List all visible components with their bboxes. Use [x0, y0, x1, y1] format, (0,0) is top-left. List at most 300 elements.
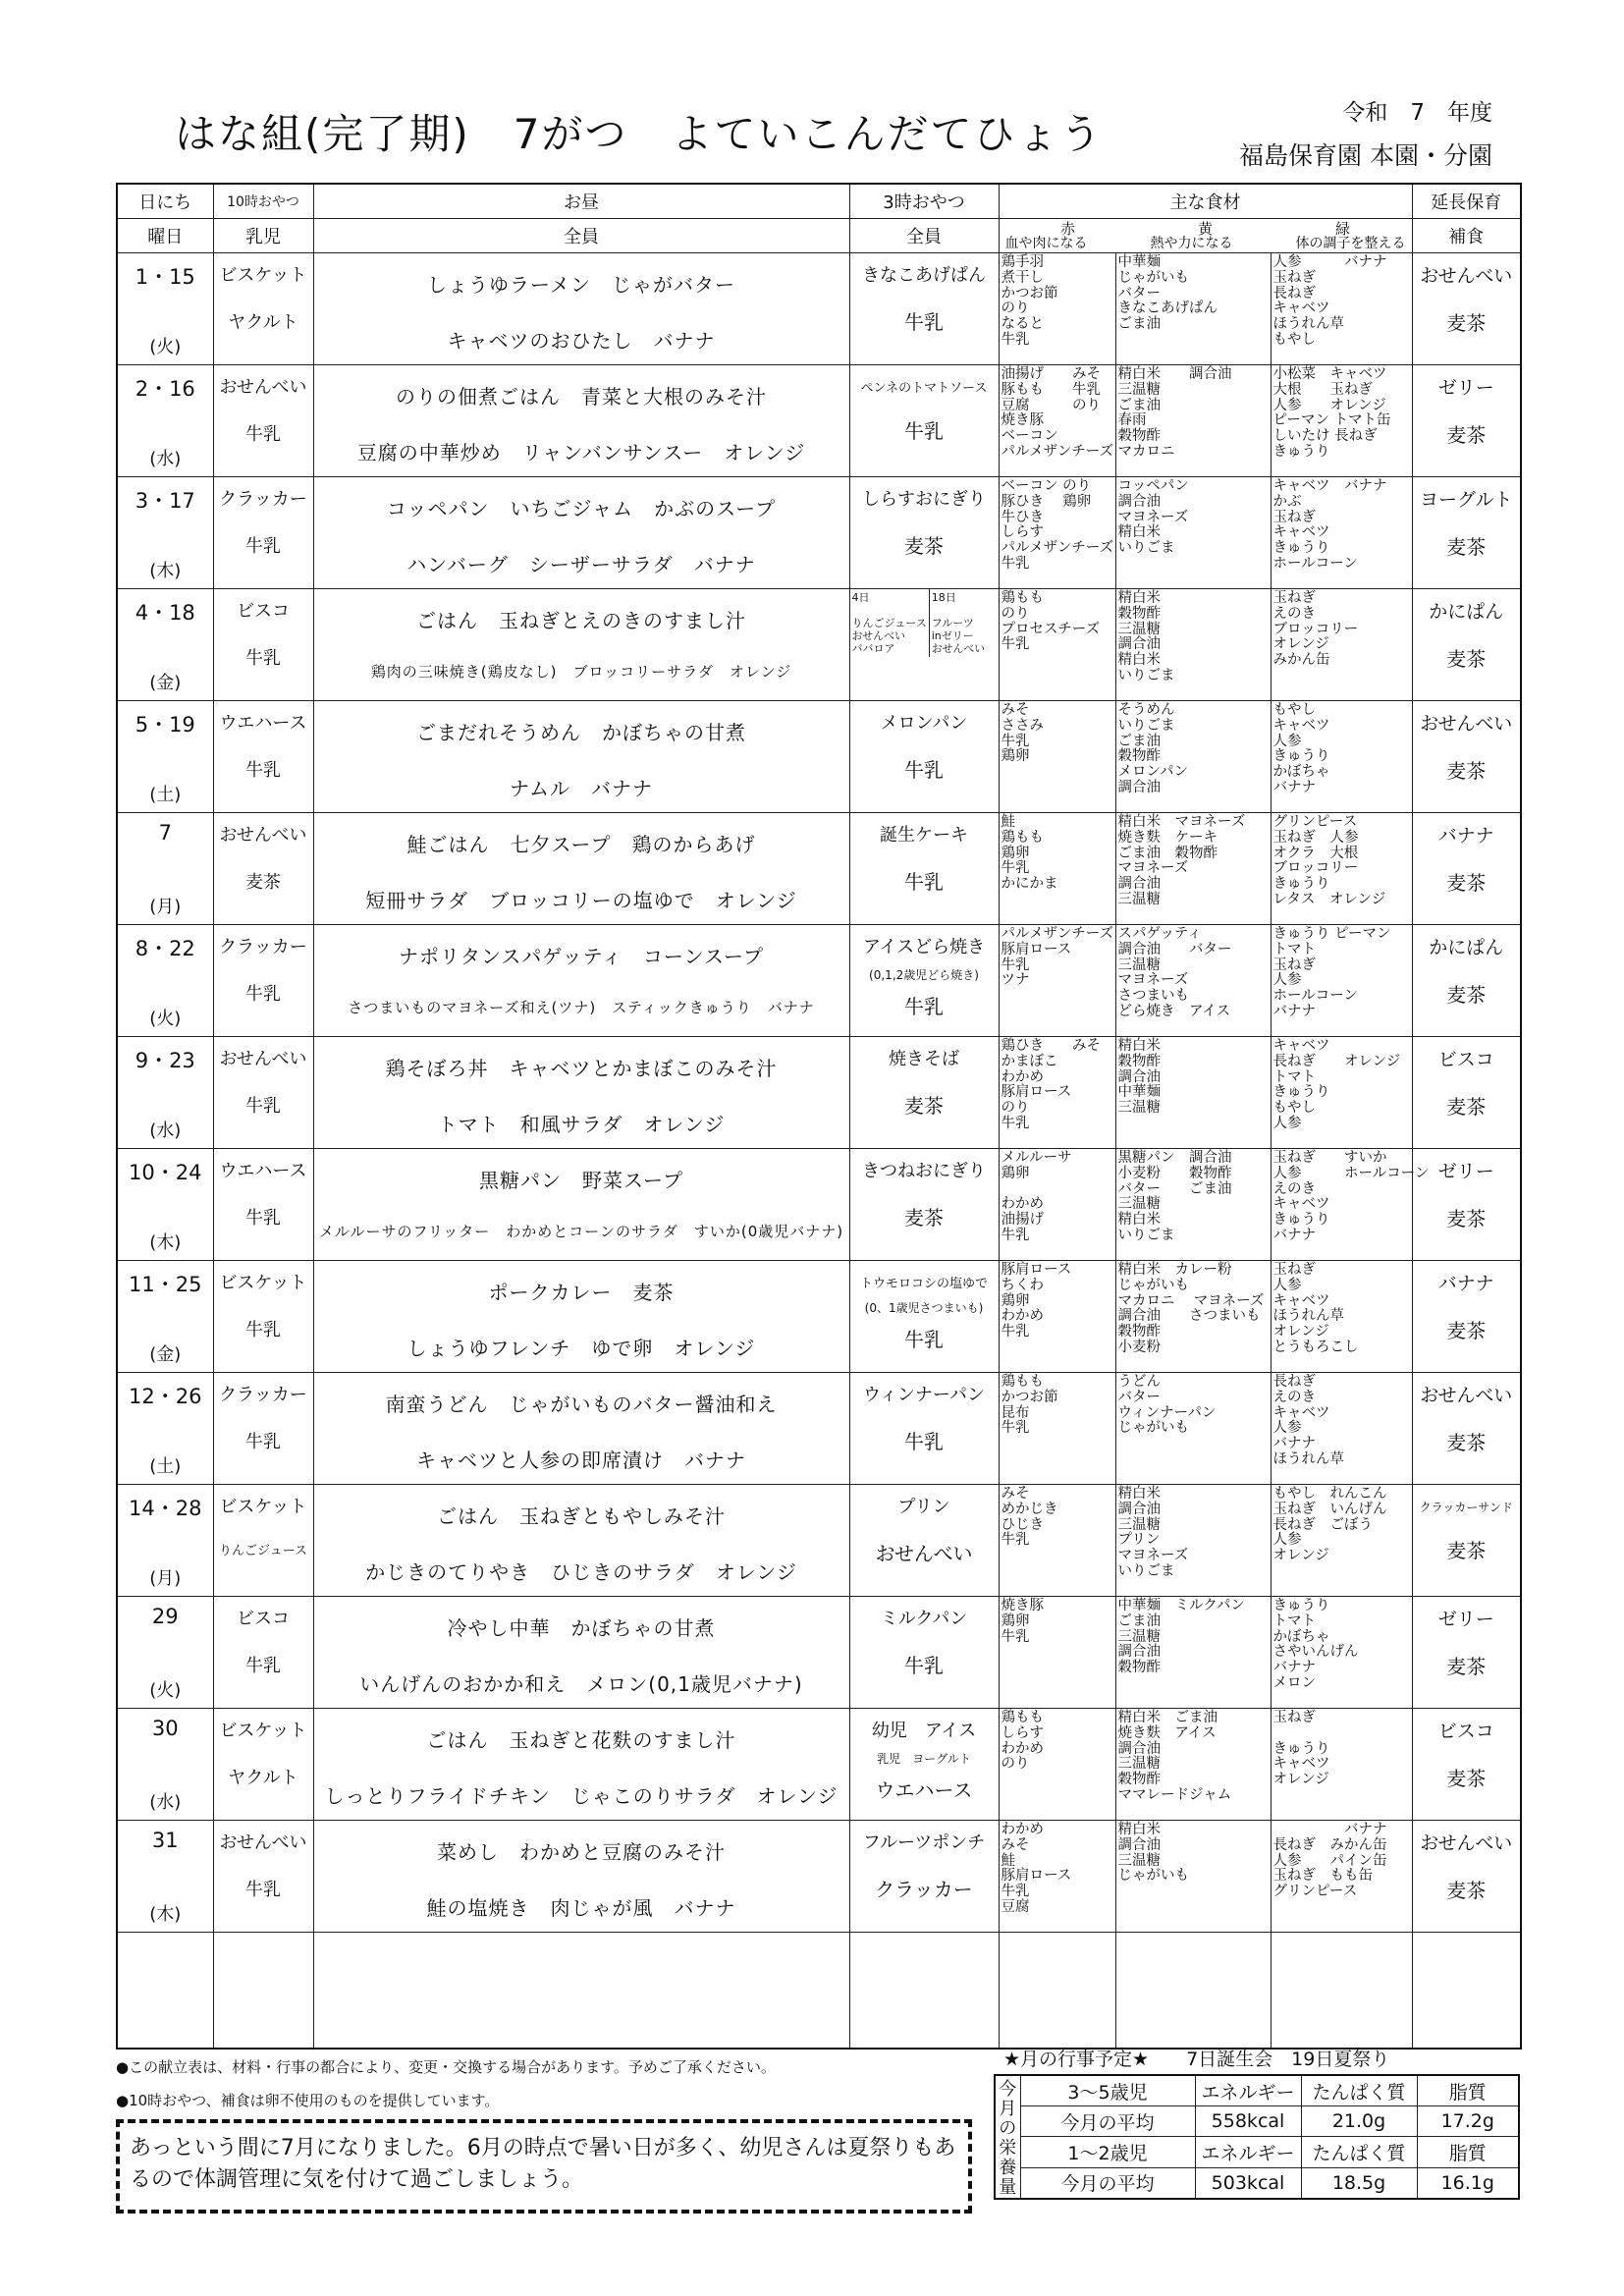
lunch-line-1: ごはん 玉ねぎと花麩のすまし汁	[426, 1728, 736, 1752]
green-ingredients	[1271, 1149, 1430, 1261]
pm-snack-drink: 牛乳	[904, 1430, 944, 1453]
extended-care-cell	[1412, 1261, 1521, 1373]
date: 31	[151, 1829, 179, 1852]
yellow-list: コッペパン 調合油 マヨネーズ 精白米 いりごま	[1117, 478, 1189, 557]
lunch-line-1: 冷やし中華 かぼちゃの甘煮	[447, 1616, 716, 1640]
green-ingredients	[1271, 365, 1412, 477]
snack-split-b: 18日 フルーツ inゼリー おせんべい	[929, 589, 999, 657]
yellow-list: スパゲッティ 調合油 バター 三温糖 マヨネーズ さつまいも どら焼き アイス	[1117, 926, 1232, 1019]
date: 1・15	[135, 265, 195, 289]
lunch-line-1: 南蛮うどん じゃがいものバター醤油和え	[385, 1393, 778, 1416]
lunch-cell	[313, 701, 849, 813]
supplement-item: かにぱん	[1429, 937, 1504, 958]
pm-snack-item: ウィンナーパン	[862, 1385, 986, 1405]
green-ingredients	[1271, 477, 1412, 589]
header-weekday: 曜日	[117, 219, 213, 253]
supplement-drink: 麦茶	[1446, 1431, 1487, 1454]
protein-header: たんぱく質	[1301, 2075, 1417, 2106]
weekday: (水)	[149, 449, 182, 469]
header-row-top	[117, 184, 1521, 219]
fiscal-year: 令和 7 年度	[1342, 100, 1492, 126]
pm-snack-cell	[849, 253, 999, 365]
energy-value: 503kcal	[1195, 2167, 1301, 2199]
yellow-list: 精白米 カレー粉 じゃがいも マカロニ マヨネーズ 調合油 さつまいも 穀物酢 小麦粉	[1117, 1262, 1265, 1355]
am-snack-drink: 牛乳	[245, 1096, 281, 1117]
supplement-drink: 麦茶	[1446, 1319, 1487, 1342]
red-list: 鶏手羽 煮干し かつお節 のり なると 牛乳	[1001, 254, 1058, 348]
date-cell	[117, 253, 213, 365]
red-ingredients	[999, 1373, 1115, 1485]
yellow-list: 精白米 ごま油 焼き麩 アイス 調合油 三温糖 穀物酢 ママレードジャム	[1117, 1710, 1232, 1803]
page-title: はな組(完了期) 7がつ よていこんだてひょう	[175, 110, 1104, 158]
date-cell	[117, 1261, 213, 1373]
am-snack-item: ビスケット	[219, 1721, 307, 1741]
am-snack-item: ビスケット	[219, 1497, 307, 1517]
am-snack-item: おせんべい	[219, 377, 307, 398]
yellow-ingredients	[1115, 1709, 1271, 1821]
am-snack-cell	[213, 925, 313, 1037]
note-egg-free: ●10時おやつ、補食は卵不使用のものを提供しています。	[116, 2092, 500, 2109]
am-snack-cell	[213, 1037, 313, 1149]
yellow-ingredients	[1115, 813, 1271, 925]
menu-day-row	[117, 1149, 1521, 1261]
yellow-list: 精白米 穀物酢 三温糖 調合油 精白米 いりごま	[1117, 590, 1175, 683]
extended-care-cell	[1412, 477, 1521, 589]
supplement-drink: 麦茶	[1446, 759, 1487, 783]
date-cell	[117, 589, 213, 701]
date: 14・28	[129, 1497, 202, 1520]
header-snack-all: 全員	[849, 219, 999, 253]
am-snack-drink: 牛乳	[245, 424, 281, 445]
lunch-line-1: 黒糖パン 野菜スープ	[479, 1169, 683, 1192]
red-list: みそ めかじき ひじき 牛乳	[1001, 1486, 1058, 1549]
lunch-line-1: しょうゆラーメン じゃがバター	[427, 273, 735, 297]
supplement-drink: 麦茶	[1446, 423, 1487, 447]
supplement-drink: 麦茶	[1446, 1095, 1487, 1119]
supplement-item: おせんべい	[1420, 1832, 1513, 1854]
pm-snack-item: 焼きそば	[889, 1049, 959, 1069]
pm-snack-item: メロンパン	[880, 713, 968, 734]
green-ingredients	[1271, 925, 1412, 1037]
am-snack-drink: 牛乳	[245, 1656, 281, 1676]
fat-header: 脂質	[1417, 2137, 1519, 2167]
pm-snack-cell	[849, 589, 999, 701]
yellow-list: 中華麺 じゃがいも バター きなこあげぱん ごま油	[1117, 254, 1218, 333]
yellow-list: 精白米 調合油 三温糖 ごま油 春雨 穀物酢 マカロニ	[1117, 366, 1232, 460]
menu-day-row	[117, 1485, 1521, 1597]
yellow-ingredients	[1115, 1821, 1271, 1933]
date-cell	[117, 1149, 213, 1261]
pm-snack-drink: 牛乳	[904, 419, 944, 443]
date-cell	[117, 1709, 213, 1821]
green-ingredients	[1271, 701, 1412, 813]
lunch-line-2: 鮭の塩焼き 肉じゃが風 バナナ	[426, 1896, 736, 1920]
am-snack-item: ビスコ	[237, 1609, 290, 1629]
date-cell	[117, 925, 213, 1037]
lunch-line-2: 鶏肉の三味焼き(鶏皮なし) ブロッコリーサラダ オレンジ	[370, 663, 792, 681]
am-snack-cell	[213, 1485, 313, 1597]
am-snack-item: おせんべい	[219, 1832, 307, 1853]
yellow-ingredients	[1115, 1485, 1271, 1597]
am-snack-item: クラッカー	[219, 489, 307, 510]
extended-care-cell	[1412, 365, 1521, 477]
green-ingredients	[1271, 1821, 1412, 1933]
red-list: 豚肩ロース ちくわ 鶏卵 わかめ 牛乳	[1001, 1262, 1072, 1340]
am-snack-cell	[213, 1373, 313, 1485]
weekday: (土)	[149, 1456, 182, 1477]
supplement-drink: 麦茶	[1446, 647, 1487, 671]
red-list: 鮭 鶏もも 鶏卵 牛乳 かにかま	[1001, 814, 1058, 893]
group-yellow: 黄	[1197, 219, 1213, 238]
green-ingredients	[1271, 1373, 1412, 1485]
supplement-drink: 麦茶	[1446, 1539, 1487, 1562]
pm-snack-drink: 牛乳	[904, 758, 944, 782]
green-list: 人参 バナナ 玉ねぎ 長ねぎ キャベツ ほうれん草 もやし	[1272, 254, 1387, 348]
green-list: 玉ねぎ きゅうり キャベツ オレンジ	[1272, 1710, 1330, 1788]
header-food-groups	[999, 219, 1412, 253]
green-list: きゅうり ピーマン トマト 玉ねぎ 人参 ホールコーン バナナ	[1272, 926, 1391, 1019]
supplement-item: ゼリー	[1437, 1161, 1494, 1182]
supplement-item: ヨーグルト	[1420, 489, 1513, 511]
nutrition-label: 今月の栄養量	[995, 2075, 1020, 2199]
lunch-line-1: ごはん 玉ねぎともやしみそ汁	[437, 1504, 726, 1528]
pm-snack-item: しらすおにぎり	[862, 489, 986, 510]
extended-care-cell	[1412, 1821, 1521, 1933]
red-ingredients	[999, 1261, 1115, 1373]
yellow-list: 精白米 調合油 三温糖 プリン マヨネーズ いりごま	[1117, 1486, 1189, 1579]
monthly-average-label: 今月の平均	[1020, 2167, 1195, 2199]
lunch-line-1: コッペパン いちごジャム かぶのスープ	[386, 497, 777, 520]
red-ingredients	[999, 813, 1115, 925]
lunch-line-2: 豆腐の中華炒め リャンバンサンスー オレンジ	[356, 441, 806, 465]
weekday: (月)	[149, 1568, 182, 1589]
supplement-item: クラッカーサンド	[1419, 1501, 1513, 1514]
fat-value: 17.2g	[1417, 2106, 1519, 2137]
weekday: (木)	[149, 1232, 182, 1253]
supplement-drink: 麦茶	[1446, 1207, 1487, 1230]
lunch-cell	[313, 365, 849, 477]
pm-snack-item: ミルクパン	[880, 1609, 968, 1629]
weekday: (月)	[149, 897, 182, 917]
lunch-line-2: しょうゆフレンチ ゆで卵 オレンジ	[406, 1337, 756, 1360]
lunch-line-2: メルルーサのフリッター わかめとコーンのサラダ すいか(0歳児バナナ)	[318, 1223, 844, 1240]
menu-day-row	[117, 477, 1521, 589]
red-list: 焼き豚 鶏卵 牛乳	[1001, 1598, 1044, 1645]
red-ingredients	[999, 477, 1115, 589]
am-snack-item: おせんべい	[219, 825, 307, 846]
monthly-events: ★月の行事予定★ 7日誕生会 19日夏祭り	[1003, 2049, 1390, 2070]
lunch-cell	[313, 1037, 849, 1149]
supplement-item: おせんべい	[1420, 713, 1513, 735]
am-snack-drink: 牛乳	[245, 536, 281, 557]
extended-care-cell	[1412, 1037, 1521, 1149]
fat-value: 16.1g	[1417, 2167, 1519, 2199]
lunch-line-1: ナポリタンスパゲッティ コーンスープ	[399, 945, 764, 968]
lunch-line-2: さつまいものマヨネーズ和え(ツナ) スティックきゅうり バナナ	[348, 999, 815, 1016]
lunch-line-2: しっとりフライドチキン じゃこのりサラダ オレンジ	[324, 1784, 839, 1808]
green-list: 玉ねぎ 人参 キャベツ ほうれん草 オレンジ とうもろこし	[1272, 1262, 1359, 1355]
weekday: (木)	[149, 561, 182, 581]
group-green: 緑	[1334, 219, 1350, 238]
lunch-cell	[313, 1597, 849, 1709]
yellow-list: 精白米 マヨネーズ 焼き麩 ケーキ ごま油 穀物酢 マヨネーズ 調合油 三温糖	[1117, 814, 1246, 907]
date: 11・25	[129, 1273, 202, 1296]
header-supplement: 補食	[1412, 219, 1521, 253]
lunch-line-2: キャベツのおひたし バナナ	[447, 329, 716, 353]
green-list: もやし れんこん 玉ねぎ いんげん 長ねぎ ごぼう 人参 オレンジ	[1272, 1486, 1387, 1564]
yellow-ingredients	[1115, 1597, 1271, 1709]
pm-snack-cell	[849, 477, 999, 589]
am-snack-cell	[213, 477, 313, 589]
menu-day-row	[117, 1597, 1521, 1709]
red-list: 鶏ひき みそ かまぼこ わかめ 豚肩ロース のり 牛乳	[1001, 1038, 1101, 1131]
yellow-ingredients	[1115, 1261, 1271, 1373]
yellow-ingredients	[1115, 925, 1271, 1037]
menu-day-row	[117, 1261, 1521, 1373]
pm-snack-drink: 麦茶	[904, 534, 944, 558]
supplement-drink: 麦茶	[1446, 1655, 1487, 1678]
lunch-line-2: かじきのてりやき ひじきのサラダ オレンジ	[365, 1560, 797, 1584]
extended-care-cell	[1412, 813, 1521, 925]
header-am-snack: 10時おやつ	[213, 184, 313, 219]
date: 12・26	[129, 1385, 202, 1408]
menu-day-row	[117, 1821, 1521, 1933]
lunch-cell	[313, 1149, 849, 1261]
weekday: (火)	[149, 337, 182, 357]
energy-header: エネルギー	[1195, 2137, 1301, 2167]
supplement-drink: 麦茶	[1446, 1767, 1487, 1790]
weekday: (水)	[149, 1792, 182, 1813]
protein-header: たんぱく質	[1301, 2137, 1417, 2167]
pm-snack-drink: 麦茶	[904, 1206, 944, 1230]
red-ingredients	[999, 1821, 1115, 1933]
am-snack-item: クラッカー	[219, 1385, 307, 1405]
am-snack-drink: ヤクルト	[228, 312, 298, 333]
yellow-list: うどん バター ウィンナーパン じゃがいも	[1117, 1374, 1217, 1437]
lunch-cell	[313, 1261, 849, 1373]
green-ingredients	[1271, 1037, 1412, 1149]
am-snack-cell	[213, 1149, 313, 1261]
am-snack-cell	[213, 1261, 313, 1373]
lunch-cell	[313, 1373, 849, 1485]
yellow-ingredients	[1115, 477, 1271, 589]
menu-day-row	[117, 701, 1521, 813]
message-box	[116, 2119, 972, 2214]
pm-snack-cell	[849, 813, 999, 925]
nursery-name: 福島保育園 本園・分園	[1239, 141, 1492, 170]
yellow-list: そうめん いりごま ごま油 穀物酢 メロンパン 調合油	[1117, 702, 1188, 795]
pm-snack-item: ペンネのトマトソース	[860, 381, 988, 396]
green-list: きゅうり トマト かぼちゃ さやいんげん バナナ メロン	[1272, 1598, 1359, 1691]
lunch-line-1: ごまだれそうめん かぼちゃの甘煮	[416, 721, 746, 744]
pm-snack-drink: 牛乳	[904, 310, 944, 334]
am-snack-drink: ヤクルト	[228, 1768, 298, 1788]
menu-day-row	[117, 589, 1521, 701]
red-ingredients	[999, 1149, 1115, 1261]
message-text: あっという間に7月になりました。6月の時点で暑い日が多く、幼児さんは夏祭りもあるので体調管理に気を付けて過ごしましょう。	[130, 2136, 956, 2192]
nutrition-table	[994, 2074, 1520, 2200]
red-list: 油揚げ みそ 豚もも 牛乳 豆腐 のり 焼き豚 ベーコン パルメザンチーズ	[1001, 366, 1114, 460]
snack-split-a: 4日 りんごジュース おせんべい ババロア	[851, 591, 927, 655]
header-ingredients: 主な食材	[999, 184, 1412, 219]
am-snack-drink: 牛乳	[245, 648, 281, 669]
extended-care-cell	[1412, 1597, 1521, 1709]
pm-snack-cell	[849, 1037, 999, 1149]
menu-day-row	[117, 813, 1521, 925]
yellow-ingredients	[1115, 701, 1271, 813]
pm-snack-cell	[849, 1821, 999, 1933]
supplement-drink: 麦茶	[1446, 1879, 1487, 1902]
am-snack-cell	[213, 1597, 313, 1709]
header-extended: 延長保育	[1412, 184, 1521, 219]
supplement-item: ビスコ	[1437, 1049, 1494, 1070]
supplement-item: バナナ	[1437, 1273, 1494, 1294]
supplement-drink: 麦茶	[1446, 535, 1487, 559]
yellow-ingredients	[1115, 365, 1271, 477]
group-red-sub: 血や肉になる	[1004, 235, 1088, 251]
green-ingredients	[1271, 1709, 1412, 1821]
date: 30	[151, 1717, 179, 1740]
extended-care-cell	[1412, 701, 1521, 813]
header-pm-snack: 3時おやつ	[849, 184, 999, 219]
menu-day-row	[117, 365, 1521, 477]
red-ingredients	[999, 1037, 1115, 1149]
group-red: 赤	[1059, 219, 1075, 238]
green-list: 玉ねぎ すいか 人参 ホールコーン えのき キャベツ きゅうり バナナ	[1272, 1150, 1430, 1243]
lunch-line-1: 鶏そぼろ丼 キャベツとかまぼこのみそ汁	[385, 1057, 778, 1080]
weekday: (木)	[149, 1904, 182, 1925]
am-snack-item: おせんべい	[219, 1049, 307, 1069]
menu-day-row	[117, 1037, 1521, 1149]
red-ingredients	[999, 1709, 1115, 1821]
extended-care-cell	[1412, 925, 1521, 1037]
supplement-item: おせんべい	[1420, 265, 1513, 287]
age-group-3-5: 3〜5歳児	[1020, 2075, 1195, 2106]
lunch-line-1: ごはん 玉ねぎとえのきのすまし汁	[416, 609, 746, 632]
red-list: 鶏もも かつお節 昆布 牛乳	[1001, 1374, 1058, 1437]
yellow-ingredients	[1115, 253, 1271, 365]
lunch-cell	[313, 1485, 849, 1597]
pm-snack-cell	[849, 1373, 999, 1485]
yellow-list: 精白米 調合油 三温糖 じゃがいも	[1117, 1822, 1189, 1885]
menu-day-row	[117, 1709, 1521, 1821]
header-row-bottom	[117, 219, 1521, 253]
red-ingredients	[999, 365, 1115, 477]
pm-snack-drink: 牛乳	[904, 1328, 944, 1351]
supplement-drink: 麦茶	[1446, 983, 1487, 1007]
red-ingredients	[999, 701, 1115, 813]
empty-row	[117, 1933, 1521, 2049]
pm-snack-drink: 麦茶	[904, 1094, 944, 1118]
extended-care-cell	[1412, 1709, 1521, 1821]
date-cell	[117, 1485, 213, 1597]
header-infant: 乳児	[213, 219, 313, 253]
protein-value: 18.5g	[1301, 2167, 1417, 2199]
am-snack-drink: りんごジュース	[218, 1544, 308, 1558]
fat-header: 脂質	[1417, 2075, 1519, 2106]
green-list: キャベツ バナナ かぶ 玉ねぎ キャベツ きゅうり ホールコーン	[1272, 478, 1387, 572]
red-list: わかめ みそ 鮭 豚肩ロース 牛乳 豆腐	[1001, 1822, 1072, 1915]
am-snack-drink: 牛乳	[245, 984, 281, 1005]
red-list: 鶏もも のり プロセスチーズ 牛乳	[1001, 590, 1100, 653]
weekday: (水)	[149, 1121, 182, 1141]
green-list: 長ねぎ えのき キャベツ 人参 バナナ ほうれん草	[1272, 1374, 1344, 1467]
pm-snack-cell	[849, 1149, 999, 1261]
am-snack-cell	[213, 589, 313, 701]
pm-snack-drink: 牛乳	[904, 1654, 944, 1677]
am-snack-cell	[213, 1709, 313, 1821]
date-cell	[117, 813, 213, 925]
date-cell	[117, 1597, 213, 1709]
group-green-sub: 体の調子を整える	[1295, 235, 1406, 251]
age-group-1-2: 1〜2歳児	[1020, 2137, 1195, 2167]
pm-snack-cell	[849, 1261, 999, 1373]
lunch-line-2: いんげんのおかか和え メロン(0,1歳児バナナ)	[359, 1672, 803, 1696]
energy-value: 558kcal	[1195, 2106, 1301, 2137]
supplement-item: バナナ	[1437, 825, 1494, 847]
pm-snack-note: (0、1歳児さつまいも)	[864, 1301, 984, 1315]
weekday: (金)	[149, 673, 182, 693]
am-snack-drink: 牛乳	[245, 1208, 281, 1229]
pm-snack-item: プリン	[897, 1497, 950, 1517]
weekday: (火)	[149, 1680, 182, 1701]
red-list: メルルーサ 鶏卵 わかめ 油揚げ 牛乳	[1001, 1150, 1072, 1243]
am-snack-drink: 牛乳	[245, 1320, 281, 1340]
pm-snack-drink: 牛乳	[904, 870, 944, 894]
red-ingredients	[999, 253, 1115, 365]
red-ingredients	[999, 925, 1115, 1037]
extended-care-cell	[1412, 1485, 1521, 1597]
pm-snack-drink: 牛乳	[904, 995, 944, 1018]
energy-header: エネルギー	[1195, 2075, 1301, 2106]
yellow-ingredients	[1115, 1037, 1271, 1149]
pm-snack-drink: クラッカー	[875, 1878, 973, 1901]
red-list: 鶏もも しらす わかめ のり	[1001, 1710, 1044, 1773]
am-snack-cell	[213, 701, 313, 813]
supplement-item: ゼリー	[1437, 1609, 1494, 1630]
weekday: (金)	[149, 1344, 182, 1365]
date: 3・17	[135, 489, 195, 513]
green-ingredients	[1271, 813, 1412, 925]
lunch-line-2: ナムル バナナ	[510, 777, 653, 800]
monthly-average-label: 今月の平均	[1020, 2106, 1195, 2137]
lunch-cell	[313, 589, 849, 701]
am-snack-drink: 牛乳	[245, 760, 281, 781]
date: 29	[151, 1605, 179, 1628]
header-lunch: お昼	[313, 184, 849, 219]
yellow-list: 中華麺 ミルクパン ごま油 三温糖 調合油 穀物酢	[1117, 1598, 1245, 1676]
red-ingredients	[999, 1597, 1115, 1709]
menu-rows	[117, 253, 1521, 1933]
green-ingredients	[1271, 589, 1412, 701]
lunch-line-2: ハンバーグ シーザーサラダ バナナ	[406, 553, 756, 576]
pm-snack-cell	[849, 701, 999, 813]
header-date: 日にち	[117, 184, 213, 219]
pm-snack-item: トウモロコシの塩ゆで	[859, 1277, 988, 1291]
green-ingredients	[1271, 1261, 1412, 1373]
green-list: 小松菜 キャベツ 大根 玉ねぎ 人参 オレンジ ピーマン トマト缶 しいたけ 長ねぎ きゅうり	[1272, 366, 1391, 460]
lunch-cell	[313, 1821, 849, 1933]
date-cell	[117, 477, 213, 589]
pm-snack-item: きつねおにぎり	[862, 1161, 986, 1181]
red-list: みそ ささみ 牛乳 鶏卵	[1001, 702, 1044, 765]
weekday: (火)	[149, 1009, 182, 1029]
lunch-line-1: ポークカレー 麦茶	[488, 1281, 675, 1304]
menu-day-row	[117, 253, 1521, 365]
am-snack-cell	[213, 1821, 313, 1933]
am-snack-drink: 牛乳	[245, 1432, 281, 1452]
am-snack-drink: 牛乳	[245, 1880, 281, 1900]
